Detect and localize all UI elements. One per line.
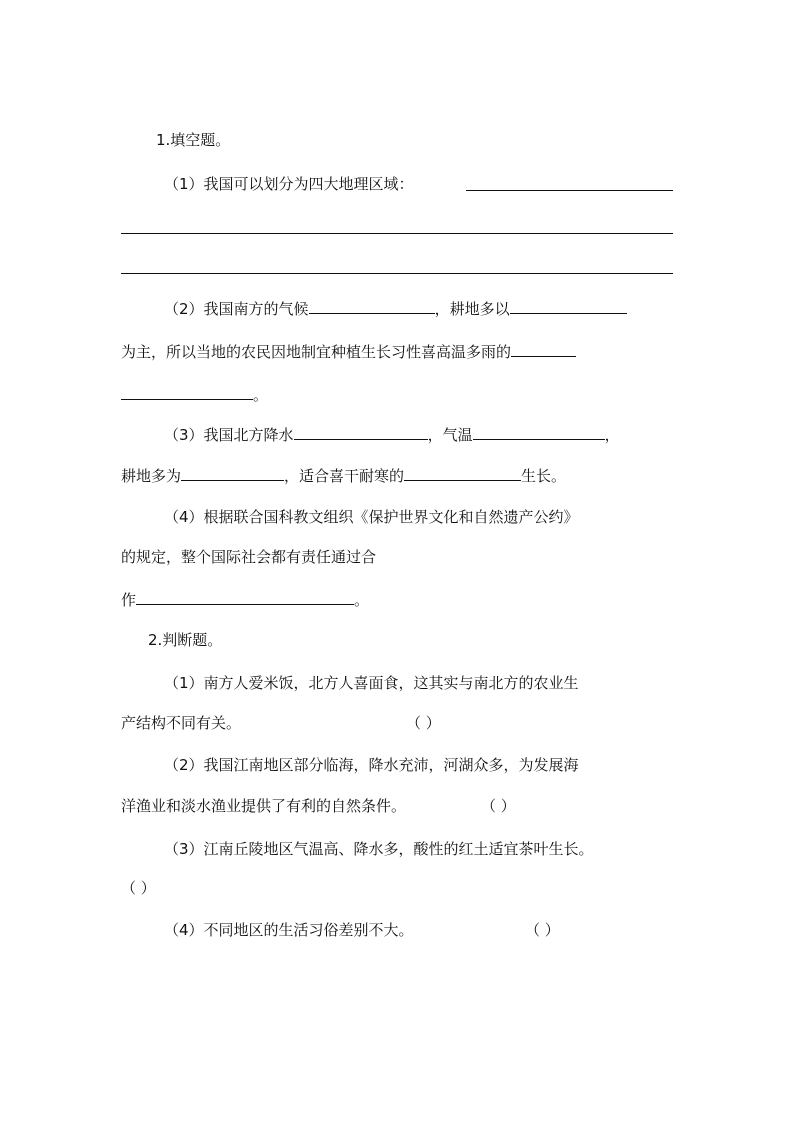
question-text: 耕地多为 bbox=[121, 467, 182, 485]
question-text: ，适合喜干耐寒的 bbox=[284, 467, 405, 485]
fill-question-2-line-2 bbox=[121, 341, 576, 363]
answer-blank[interactable] bbox=[121, 273, 673, 274]
answer-blank[interactable] bbox=[404, 465, 521, 481]
question-number: （3） bbox=[164, 840, 204, 858]
answer-blank[interactable] bbox=[473, 424, 605, 440]
fill-question-4-line-2: 的规定，整个国际社会都有责任通过合 bbox=[121, 548, 377, 566]
answer-parentheses[interactable]: （ ） bbox=[525, 921, 560, 939]
answer-parentheses[interactable]: （ ） bbox=[406, 714, 441, 732]
answer-blank[interactable] bbox=[121, 233, 673, 234]
answer-blank[interactable] bbox=[294, 424, 428, 440]
question-text: 我国南方的气候 bbox=[203, 300, 309, 318]
question-text: 根据联合国科教文组织《保护世界文化和自然遗产公约》 bbox=[203, 508, 579, 526]
question-text: 江南丘陵地区气温高、降水多，酸性的红土适宜茶叶生长。 bbox=[203, 840, 594, 858]
question-number: （1） bbox=[164, 175, 204, 193]
answer-blank[interactable] bbox=[309, 298, 435, 314]
question-number: （4） bbox=[164, 921, 204, 939]
question-text: 。 bbox=[253, 386, 269, 404]
judge-question-4 bbox=[164, 919, 414, 941]
question-text: ，耕地多以 bbox=[434, 300, 510, 318]
fill-question-3 bbox=[164, 424, 620, 446]
fill-question-2 bbox=[164, 298, 627, 320]
question-text: 。 bbox=[354, 591, 370, 609]
question-text: 为主，所以当地的农民因地制宜种植生长习性喜高温多雨的 bbox=[121, 343, 512, 361]
judge-question-2 bbox=[164, 754, 579, 776]
question-text: 生长。 bbox=[521, 467, 567, 485]
fill-question-2-line-3 bbox=[121, 384, 268, 406]
answer-blank[interactable] bbox=[511, 341, 576, 357]
answer-parentheses[interactable]: （ ） bbox=[481, 797, 516, 815]
fill-question-4-line-3 bbox=[121, 589, 369, 611]
fill-question-4 bbox=[164, 506, 579, 528]
judge-question-1 bbox=[164, 672, 579, 694]
question-number: （3） bbox=[164, 426, 204, 444]
question-text: 我国北方降水 bbox=[203, 426, 294, 444]
question-text: 洋渔业和淡水渔业提供了有利的自然条件。 bbox=[121, 797, 407, 815]
judge-question-3 bbox=[164, 838, 594, 860]
question-text: ， bbox=[604, 426, 620, 444]
answer-blank[interactable] bbox=[136, 589, 354, 605]
answer-blank[interactable] bbox=[466, 190, 673, 191]
section-2-title: 2.判断题。 bbox=[148, 631, 223, 649]
answer-parentheses[interactable]: （ ） bbox=[121, 879, 156, 897]
fill-question-1 bbox=[164, 173, 414, 195]
question-text: 我国江南地区部分临海，降水充沛，河湖众多，为发展海 bbox=[203, 756, 579, 774]
question-text: 不同地区的生活习俗差别不大。 bbox=[203, 921, 414, 939]
question-text: 产结构不同有关。 bbox=[121, 714, 242, 732]
question-text: ，气温 bbox=[427, 426, 473, 444]
question-text: 作 bbox=[121, 591, 137, 609]
question-number: （2） bbox=[164, 300, 204, 318]
fill-question-3-line-2 bbox=[121, 465, 566, 487]
question-number: （2） bbox=[164, 756, 204, 774]
section-1-title: 1.填空题。 bbox=[156, 131, 231, 149]
judge-question-2-line-2 bbox=[121, 795, 406, 817]
judge-question-1-line-2 bbox=[121, 712, 241, 734]
answer-blank[interactable] bbox=[510, 298, 627, 314]
question-number: （4） bbox=[164, 508, 204, 526]
answer-blank[interactable] bbox=[121, 384, 253, 400]
question-text: 我国可以划分为四大地理区域： bbox=[203, 175, 414, 193]
question-text: 南方人爱米饭，北方人喜面食，这其实与南北方的农业生 bbox=[203, 674, 579, 692]
answer-blank[interactable] bbox=[181, 465, 284, 481]
question-number: （1） bbox=[164, 674, 204, 692]
